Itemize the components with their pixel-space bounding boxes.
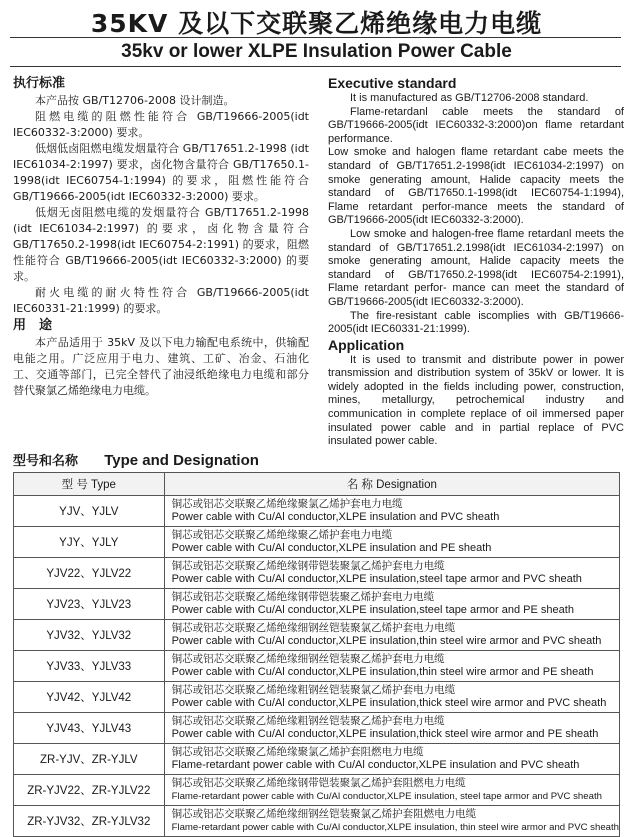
model-cell: YJV43、YJLV43 (14, 713, 165, 744)
paragraph: Low smoke and halogen-free flame retardanl meets the standard of GB/T17651.2.1998(idt IEC61034-2:1997) on smoke generating amount, Halide capacity meets the standard of GB/T17650.2-1998(idt IEC60754-2:1991), Flame retardant perfor- mance can meet the standard of GB/T19666-2005(idt IEC60332-3:2000). (328, 227, 624, 308)
table-row (14, 682, 620, 713)
designation-cell (164, 713, 619, 744)
designation-cell (164, 558, 619, 589)
designation-en: Power cable with Cu/Al conductor,XLPE insulation,steel tape armor and PVC sheath (171, 573, 582, 585)
designation-en: Flame-retardant power cable with Cu/Al conductor,XLPE insulation and PVC sheath (171, 759, 580, 771)
paragraph: 阻燃电缆的阻燃性能符合 GB/T19666-2005(idt IEC60332-3:2000) 要求。 (13, 110, 309, 139)
table-row (14, 589, 620, 620)
model-cell: YJV32、YJLV32 (14, 620, 165, 651)
designation-cn: 铜芯或铝芯交联聚乙烯绝缘钢带铠装聚氯乙烯护套阻燃电力电缆 (171, 777, 466, 789)
heading-application-cn: 用 途 (13, 318, 53, 333)
model-cell: YJY、YJLY (14, 527, 165, 558)
heading-standard-en: Executive standard (328, 75, 457, 91)
designation-en: Power cable with Cu/Al conductor,XLPE insulation,thin steel wire armor and PVC sheath (171, 635, 602, 647)
designation-cell (164, 527, 619, 558)
designation-cn: 铜芯或铝芯交联聚乙烯绝缘细钢丝铠装聚氯乙烯护套电力电缆 (171, 622, 456, 634)
table-row (14, 806, 620, 837)
paragraph: 本产品按 GB/T12706-2008 设计制造。 (35, 94, 235, 107)
designation-cn: 铜芯或铝芯交联聚乙烯绝缘细钢丝铠装聚氯乙烯护套阻燃电力电缆 (171, 808, 477, 820)
model-cell: YJV23、YJLV23 (14, 589, 165, 620)
page-title-en: 35kv or lower XLPE Insulation Power Cable (121, 41, 512, 62)
designation-table (13, 472, 620, 837)
designation-cn: 铜芯或铝芯交联聚乙烯绝缘钢带铠装聚乙烯护套电力电缆 (171, 591, 435, 603)
designation-cn: 铜芯或铝芯交联聚乙烯绝缘粗钢丝铠装聚乙烯护套电力电缆 (171, 715, 445, 727)
table-row (14, 558, 620, 589)
model-cell: ZR-YJV、ZR-YJLV (14, 744, 165, 775)
designation-en: Flame-retardant power cable with Cu/Al conductor,XLPE insulation, thin steel wire armor and PVC sheath (171, 822, 619, 833)
designation-cn: 铜芯或铝芯交联聚乙烯绝缘聚乙烯护套电力电缆 (171, 529, 393, 541)
table-row (14, 713, 620, 744)
designation-cell (164, 620, 619, 651)
paragraph: The fire-resistant cable iscomplies with GB/T19666-2005(idt IEC60331-21:1999). (328, 309, 624, 336)
designation-cell (164, 589, 619, 620)
designation-en: Power cable with Cu/Al conductor,XLPE insulation,thick steel wire armor and PVC sheath (171, 697, 607, 709)
header-model: 型 号 Type (14, 473, 165, 496)
section-title-cn: 型号和名称 (13, 454, 79, 469)
designation-cn: 铜芯或铝芯交联聚乙烯绝缘粗钢丝铠装聚氯乙烯护套电力电缆 (171, 684, 456, 696)
designation-en: Power cable with Cu/Al conductor,XLPE insulation and PVC sheath (171, 511, 500, 523)
model-cell: ZR-YJV32、ZR-YJLV32 (14, 806, 165, 837)
table-row (14, 527, 620, 558)
designation-en: Power cable with Cu/Al conductor,XLPE insulation and PE sheath (171, 542, 492, 554)
designation-cell (164, 496, 619, 527)
paragraph: 低烟低卤阻燃电缆发烟量符合 GB/T17651.2-1998 (idt IEC61034-2:1997) 要求，卤化物含量符合 GB/T17650.1-1998(idt IEC60754-1:1994) 的要求，阻燃性能符合 GB/T19666-2005(idt IEC60332-3:2000) 要求。 (13, 142, 309, 203)
designation-cn: 铜芯或铝芯交联聚乙烯绝缘钢带铠装聚氯乙烯护套电力电缆 (171, 560, 445, 572)
table-row (14, 620, 620, 651)
paragraph: It is used to transmit and distribute power in power transmission and distribution system of 35kV or lower. It is widely adopted in the fields including power, construction, mines, metallurgy, petrochemical industry and communication in complete replace of oil immersed paper insulated power cable and in partial replace of PVC insulated power cable. (328, 353, 624, 448)
paragraph: Low smoke and halogen flame retardant cabe meets the standard of GB/T17651.2-1998(idt IEC61034-2:1997) on smoke generating amount, Halide capacity meets the standard of GB/T17650.1-1998(idt IEC60754-1:1994), Flame retardant perfor-mance meets the standard of GB/T19666-2005(idt IEC60332-3:2000). (328, 146, 624, 227)
table-row (14, 775, 620, 806)
model-cell: YJV33、YJLV33 (14, 651, 165, 682)
designation-cell (164, 651, 619, 682)
section-title (13, 450, 259, 469)
model-cell: ZR-YJV22、ZR-YJLV22 (14, 775, 165, 806)
designation-en: Power cable with Cu/Al conductor,XLPE insulation,thick steel wire armor and PE sheath (171, 728, 599, 740)
designation-cell (164, 744, 619, 775)
table-row (14, 744, 620, 775)
designation-en: Flame-retardant power cable with Cu/Al conductor,XLPE insulation, steel tape armor and PVC sheath (171, 791, 602, 802)
table-row (14, 496, 620, 527)
right-column-en (328, 75, 624, 449)
paragraph: 耐火电缆的耐火特性符合 GB/T19666-2005(idt IEC60331-21:1999) 的要求。 (13, 286, 309, 315)
model-cell: YJV22、YJLV22 (14, 558, 165, 589)
page-title-cn: 35KV 及以下交联聚乙烯绝缘电力电缆 (90, 9, 543, 38)
designation-cell (164, 682, 619, 713)
designation-cell (164, 806, 619, 837)
paragraph: Flame-retardanl cable meets the standard of GB/T19666-2005(idt IEC60332-3:2000)on flame retardant performance. (328, 105, 624, 145)
title-divider (10, 37, 621, 38)
designation-cn: 铜芯或铝芯交联聚乙烯绝缘聚氯乙烯护套电力电缆 (171, 498, 403, 510)
designation-en: Power cable with Cu/Al conductor,XLPE insulation,steel tape armor and PE sheath (171, 604, 574, 616)
heading-standard-cn: 执行标准 (13, 76, 66, 91)
model-cell: YJV42、YJLV42 (14, 682, 165, 713)
subtitle-divider (10, 66, 621, 67)
section-title-en: Type and Designation (104, 452, 259, 469)
table-row (14, 651, 620, 682)
paragraph: 低烟无卤阻燃电缆的发烟量符合 GB/T17651.2-1998 (idt IEC61034-2:1997) 的要求，卤化物含量符合 GB/T17650.2-1998(idt IEC60754-2:1991) 的要求，阻燃性能符合 GB/T19666-2005(idt IEC60332-3:2000) 的要求。 (13, 206, 309, 283)
paragraph: 本产品适用于 35kV 及以下电力输配电系统中，供输配电能之用。广泛应用于电力、建筑、工矿、冶金、石油化工、交通等部门，已完全替代了油浸纸绝缘电力电缆和部分替代聚氯乙烯绝缘电力电缆。 (13, 336, 309, 397)
left-column-cn (13, 75, 309, 399)
paragraph: It is manufactured as GB/T12706-2008 standard. (350, 92, 589, 104)
model-cell: YJV、YJLV (14, 496, 165, 527)
header-designation: 名 称 Designation (164, 473, 619, 496)
designation-cn: 铜芯或铝芯交联聚乙烯绝缘细钢丝铠装聚乙烯护套电力电缆 (171, 653, 445, 665)
heading-application-en: Application (328, 336, 405, 353)
designation-cn: 铜芯或铝芯交联聚乙烯绝缘聚氯乙烯护套阻燃电力电缆 (171, 746, 424, 758)
designation-en: Power cable with Cu/Al conductor,XLPE insulation,thin steel wire armor and PE sheath (171, 666, 594, 678)
designation-cell (164, 775, 619, 806)
